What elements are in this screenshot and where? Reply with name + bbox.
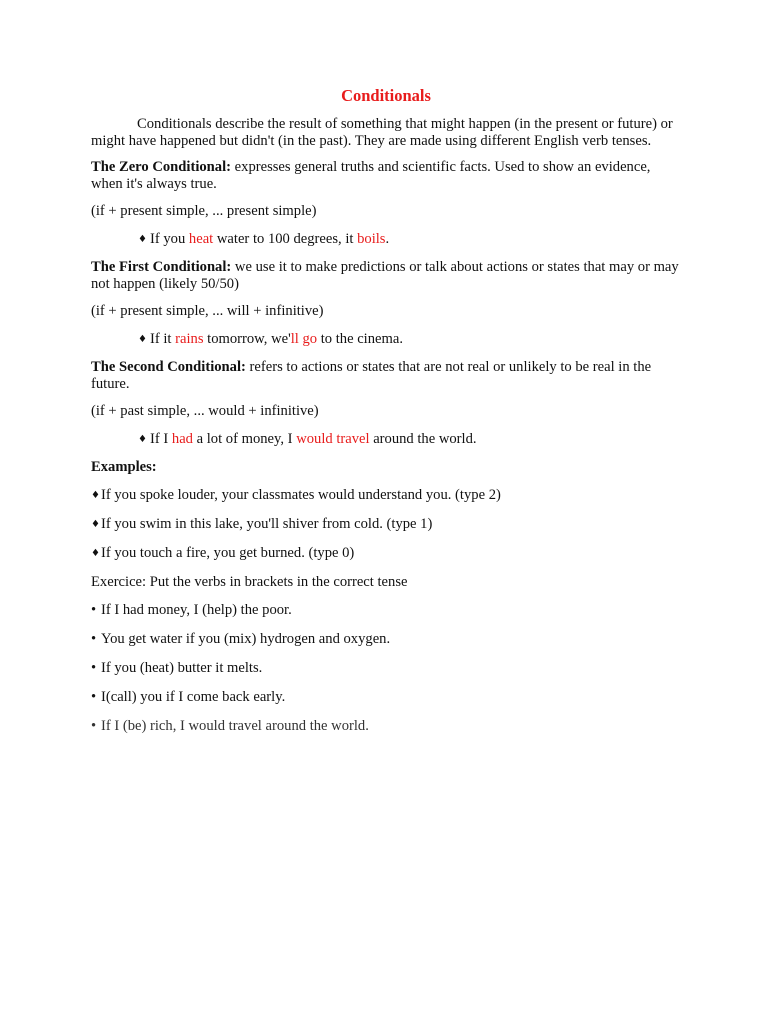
- bullet-dot-icon: •: [91, 631, 97, 647]
- document-title: Conditionals: [341, 86, 431, 105]
- exercise-title: Exercice: Put the verbs in brackets in the correct tense: [91, 574, 408, 590]
- bullet-dot-icon: •: [91, 660, 97, 676]
- exercise-item: [91, 718, 681, 735]
- exercise-item-text: I(call) you if I come back early.: [101, 689, 286, 705]
- example-item: [91, 545, 681, 562]
- diamond-bullet-icon: ♦: [91, 548, 100, 559]
- first-conditional-example: [91, 331, 681, 348]
- example-item-text: If you swim in this lake, you'll shiver from cold. (type 1): [101, 516, 433, 532]
- exercise-item-text: If I had money, I (help) the poor.: [101, 602, 292, 618]
- first-conditional-formula: (if + present simple, ... will + infinitive): [91, 303, 324, 319]
- highlighted-verb: heat: [188, 231, 214, 247]
- highlighted-verb: boils: [357, 231, 386, 247]
- second-conditional-formula: (if + past simple, ... would + infinitive): [91, 403, 319, 419]
- example-text: to the cinema.: [317, 331, 403, 347]
- highlighted-verb: rains: [175, 331, 204, 347]
- example-item-text: If you spoke louder, your classmates would understand you. (type 2): [101, 487, 501, 503]
- zero-conditional-example: [91, 231, 681, 248]
- example-text: tomorrow, we': [203, 331, 291, 347]
- exercise-item-text: If you (heat) butter it melts.: [101, 660, 263, 676]
- zero-conditional-description: expresses general truths and scientific facts. Used to show an evidence, when it's always true.: [91, 159, 651, 192]
- exercise-item: [91, 631, 681, 648]
- zero-conditional-heading: The Zero Conditional:: [91, 159, 232, 175]
- example-item-text: If you touch a fire, you get burned. (type 0): [101, 545, 355, 561]
- diamond-bullet-icon: ♦: [138, 334, 147, 345]
- examples-label: Examples:: [91, 459, 157, 475]
- exercise-item: [91, 689, 681, 706]
- example-text: If I: [150, 431, 172, 447]
- zero-conditional-formula: (if + present simple, ... present simple): [91, 203, 317, 219]
- second-conditional-heading: The Second Conditional:: [91, 359, 246, 375]
- first-conditional-description: we use it to make predictions or talk about actions or states that may or may not happen (likely 50/50): [91, 259, 679, 292]
- exercise-item-text: You get water if you (mix) hydrogen and oxygen.: [101, 631, 391, 647]
- bullet-dot-icon: •: [91, 718, 97, 734]
- example-text: water to 100 degrees, it: [213, 231, 358, 247]
- example-text: a lot of money, I: [192, 431, 297, 447]
- first-conditional-heading: The First Conditional:: [91, 259, 232, 275]
- document-page: [91, 86, 681, 747]
- bullet-dot-icon: •: [91, 602, 97, 618]
- second-conditional-description: refers to actions or states that are not real or unlikely to be real in the future.: [91, 359, 652, 392]
- exercise-item: [91, 660, 681, 677]
- exercise-item-text: If I (be) rich, I would travel around the world.: [101, 718, 369, 734]
- zero-conditional-paragraph: [91, 159, 681, 193]
- example-item: [91, 487, 681, 504]
- diamond-bullet-icon: ♦: [138, 434, 147, 445]
- highlighted-verb: ll go: [290, 331, 318, 347]
- example-text: around the world.: [369, 431, 477, 447]
- intro-paragraph: Conditionals describe the result of something that might happen (in the present or future) or might have happened but didn't (in the past). They are made using different English verb tenses.: [91, 116, 673, 149]
- highlighted-verb: had: [171, 431, 193, 447]
- exercise-item: [91, 602, 681, 619]
- diamond-bullet-icon: ♦: [91, 490, 100, 501]
- second-conditional-example: [91, 431, 681, 448]
- bullet-dot-icon: •: [91, 689, 97, 705]
- second-conditional-paragraph: [91, 359, 681, 393]
- example-text: .: [385, 231, 390, 247]
- highlighted-verb: would travel: [296, 431, 370, 447]
- example-text: If you: [150, 231, 189, 247]
- example-text: If it: [150, 331, 176, 347]
- first-conditional-paragraph: [91, 259, 681, 293]
- example-item: [91, 516, 681, 533]
- diamond-bullet-icon: ♦: [138, 234, 147, 245]
- diamond-bullet-icon: ♦: [91, 519, 100, 530]
